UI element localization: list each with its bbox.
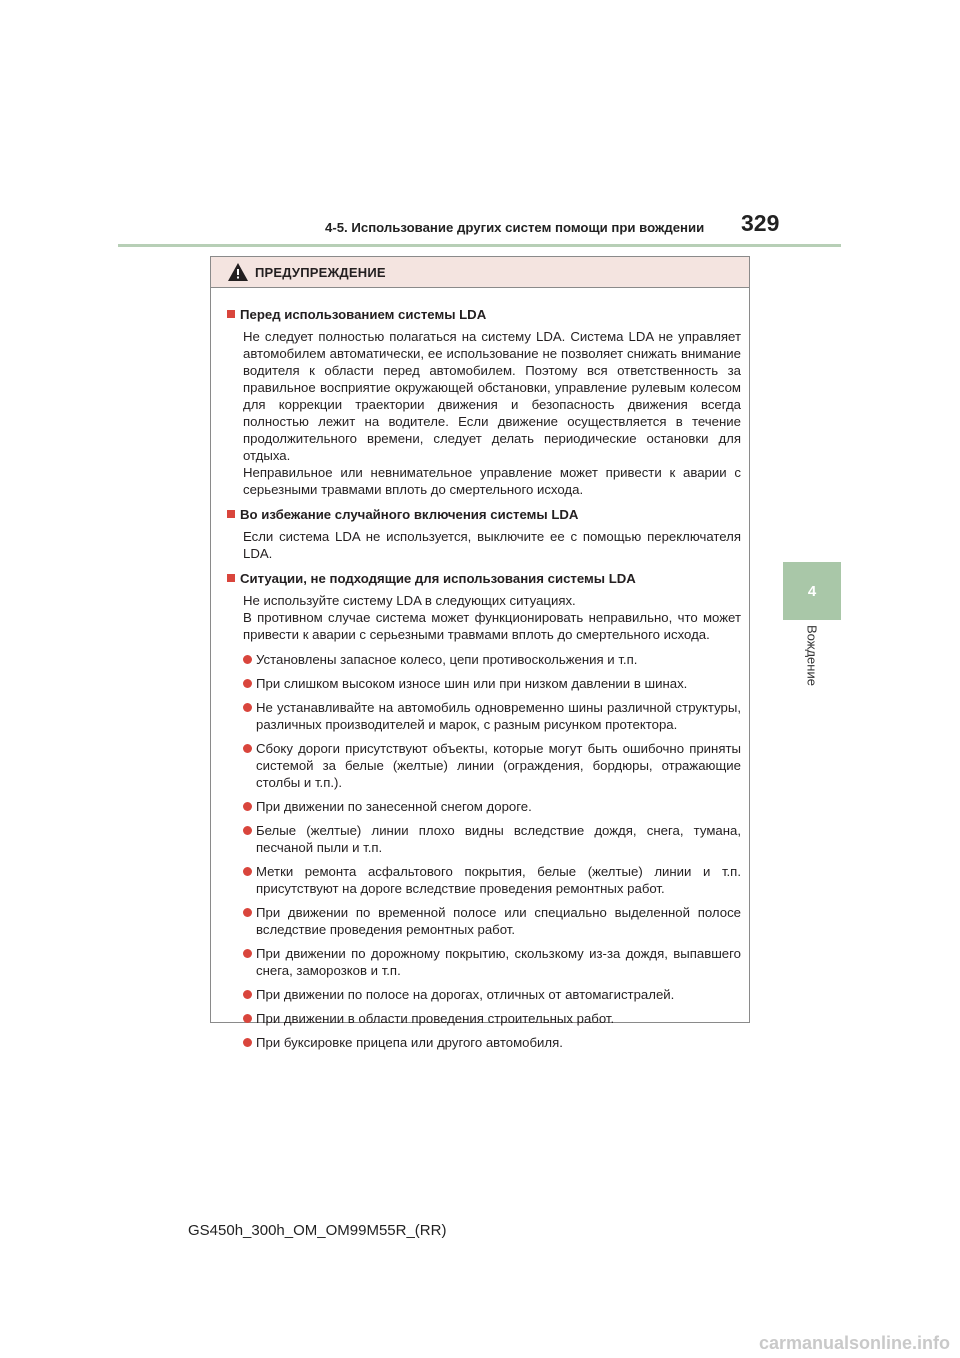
section-heading: Ситуации, не подходящие для использования системы LDA [227,570,741,587]
circle-bullet-icon [243,990,252,999]
list-item: Метки ремонта асфальтового покрытия, белые (желтые) линии и т.п. присутствуют на дороге вследствие проведения ремонтных работ. [227,863,741,897]
circle-bullet-icon [243,703,252,712]
list-item: При буксировке прицепа или другого автомобиля. [227,1034,741,1051]
list-item: При движении по полосе на дорогах, отличных от автомагистралей. [227,986,741,1003]
circle-bullet-icon [243,679,252,688]
bullet-list [227,651,741,1051]
list-item: Сбоку дороги присутствуют объекты, которые могут быть ошибочно приняты системой за белые (желтые) линии (ограждения, бордюры, отражающие столбы и т.п.). [227,740,741,791]
chapter-tab [783,562,841,620]
list-item: Белые (желтые) линии плохо видны вследствие дождя, снега, тумана, песчаной пыли и т.п. [227,822,741,856]
section-header: 4-5. Использование других систем помощи при вождении [325,220,705,235]
section-3 [227,570,741,1051]
section-1 [227,306,741,498]
square-bullet-icon [227,310,235,318]
circle-bullet-icon [243,867,252,876]
circle-bullet-icon [243,826,252,835]
circle-bullet-icon [243,1038,252,1047]
warning-body [211,288,749,1051]
section-heading: Перед использованием системы LDA [227,306,741,323]
circle-bullet-icon [243,949,252,958]
watermark: carmanualsonline.info [758,1333,950,1353]
list-item: При движении по дорожному покрытию, скользкому из-за дождя, выпавшего снега, заморозков и т.п. [227,945,741,979]
section-2 [227,506,741,562]
chapter-number: 4 [807,582,817,600]
circle-bullet-icon [243,744,252,753]
square-bullet-icon [227,510,235,518]
section-paragraph: Если система LDA не используется, выключите ее с помощью переключателя LDA. [243,529,741,561]
list-item: При слишком высоком износе шин или при низком давлении в шинах. [227,675,741,692]
chapter-label-text: Вождение [804,625,820,686]
circle-bullet-icon [243,1014,252,1023]
footer-model-code: GS450h_300h_OM_OM99M55R_(RR) [188,1222,447,1239]
warning-title: ПРЕДУПРЕЖДЕНИЕ [255,264,386,280]
list-item: Установлены запасное колесо, цепи противоскольжения и т.п. [227,651,741,668]
warning-box [210,256,750,1050]
warning-triangle-icon [227,262,249,282]
header-rule [118,244,841,247]
list-item: Не устанавливайте на автомобиль одновременно шины различной структуры, различных производителей и марок, с разным рисунком протектора. [227,699,741,733]
page-number: 329 [741,210,780,236]
circle-bullet-icon [243,655,252,664]
square-bullet-icon [227,574,235,582]
section-paragraph: Не следует полностью полагаться на систему LDA. Система LDA не управляет автомобилем автоматически, ее использование не позволяет снижать внимание водителя к области перед автомобилем. Поэтому вся ответственность за правильное восприятие окружающей обстановки, управление рулевым колесом для коррекции траектории движения и безопасность движения всегда полностью лежит на водителе. Если движение осуществляется в течение продолжительного времени, следует делать периодические остановки для отдыха. Неправильное или невнимательное управление может привести к аварии с серьезными травмами вплоть до смертельного исхода. [243,329,741,497]
chapter-label [785,625,839,695]
circle-bullet-icon [243,908,252,917]
list-item: При движении по занесенной снегом дороге. [227,798,741,815]
list-item: При движении по временной полосе или специально выделенной полосе вследствие проведения ремонтных работ. [227,904,741,938]
circle-bullet-icon [243,802,252,811]
list-item: При движении в области проведения строительных работ. [227,1010,741,1027]
section-heading: Во избежание случайного включения системы LDA [227,506,741,523]
section-paragraph: Не используйте систему LDA в следующих ситуациях. В противном случае система может функционировать неправильно, что может привести к аварии с серьезными травмами вплоть до смертельного исхода. [243,593,741,642]
warning-header [211,257,749,288]
